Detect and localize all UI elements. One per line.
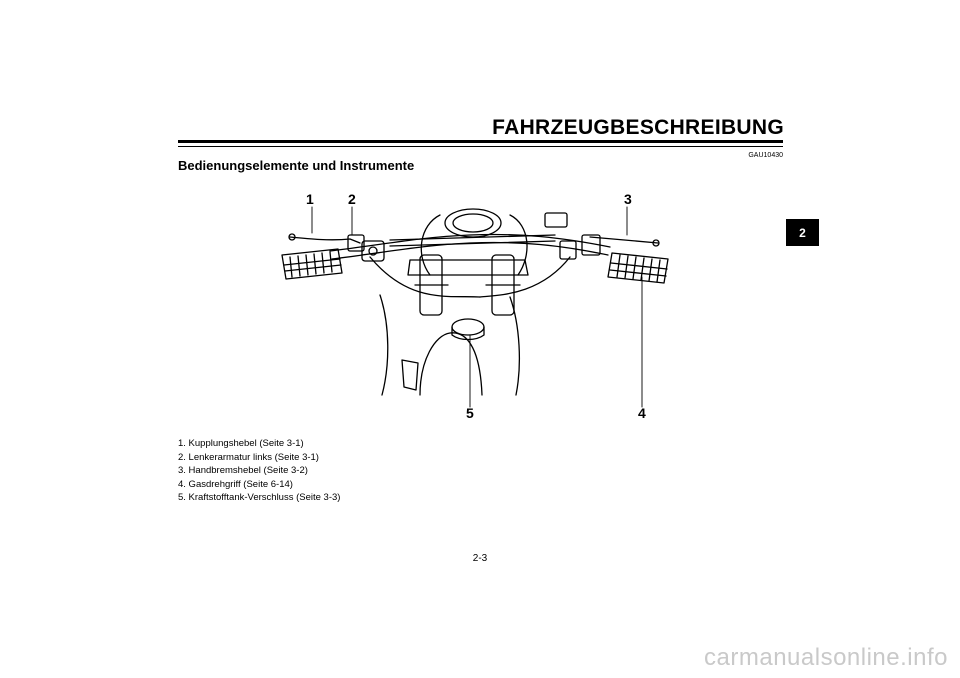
left-grip [282, 249, 342, 279]
callout-5: 5 [466, 405, 474, 421]
legend-item: 2. Lenkerarmatur links (Seite 3-1) [178, 451, 319, 463]
clutch-lever [290, 237, 360, 243]
figure-legend [178, 437, 340, 505]
chapter-tab [786, 219, 819, 246]
header-rule-thick [178, 140, 783, 143]
document-code: GAU10430 [748, 152, 783, 159]
callout-4: 4 [638, 405, 646, 421]
legend-item: 4. Gasdrehgriff (Seite 6-14) [178, 478, 293, 490]
callout-1: 1 [306, 191, 314, 207]
fuel-tank-cap [452, 319, 484, 335]
legend-item: 5. Kraftstofftank-Verschluss (Seite 3-3) [178, 492, 341, 503]
chapter-tab-label: 2 [799, 225, 806, 240]
front-fender [380, 295, 388, 395]
legend-item: 1. Kupplungshebel (Seite 3-1) [178, 438, 304, 449]
section-heading: Bedienungselemente und Instrumente [178, 158, 415, 173]
chapter-title: FAHRZEUGBESCHREIBUNG [492, 116, 784, 139]
page-number: 2-3 [472, 553, 488, 564]
callout-3: 3 [624, 191, 632, 207]
header-rule-thin [178, 146, 783, 147]
callout-2: 2 [348, 191, 356, 207]
legend-item: 3. Handbremshebel (Seite 3-2) [178, 465, 308, 476]
handlebar-illustration [270, 185, 680, 425]
right-grip [608, 253, 668, 283]
watermark: carmanualsonline.info [704, 644, 948, 671]
